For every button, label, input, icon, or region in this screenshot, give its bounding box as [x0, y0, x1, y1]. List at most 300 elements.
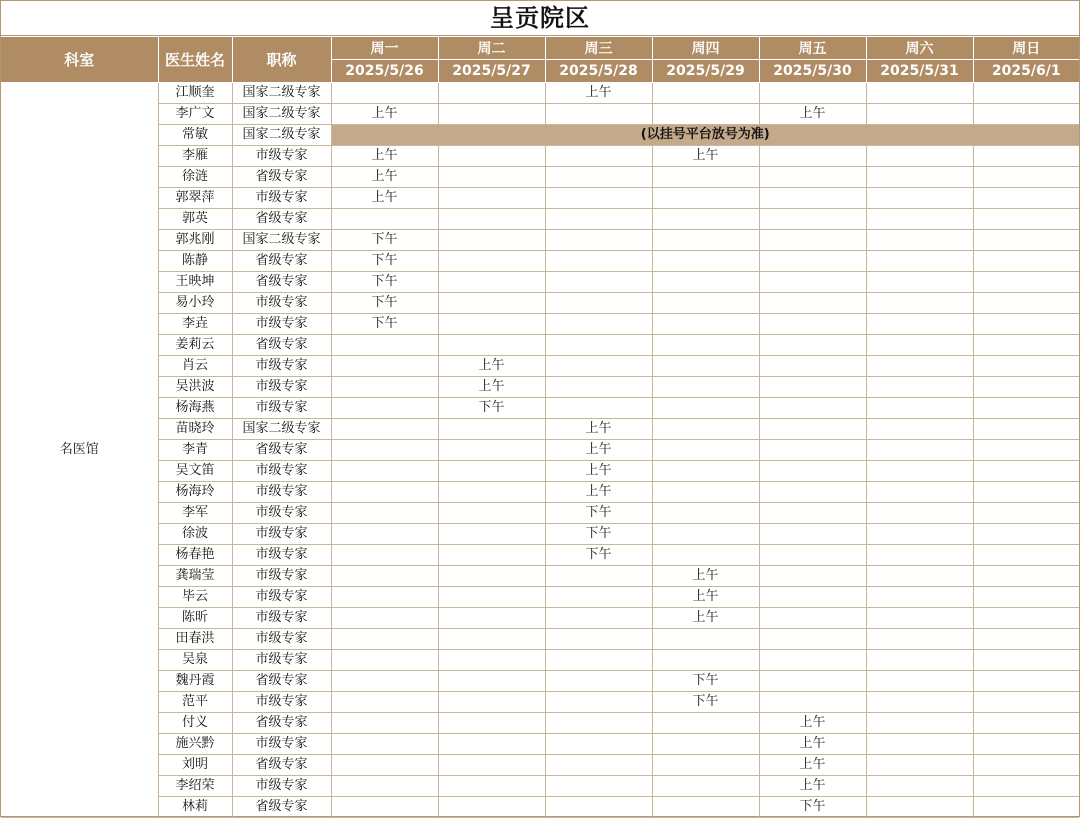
- schedule-cell: [759, 524, 866, 545]
- table-row: [1, 83, 1079, 104]
- schedule-cell: [973, 293, 1079, 314]
- doctor-name-cell: 易小玲: [158, 293, 232, 314]
- schedule-cell: [866, 524, 973, 545]
- schedule-cell: [438, 776, 545, 797]
- schedule-cell: [331, 209, 438, 230]
- schedule-cell: 上午: [331, 188, 438, 209]
- schedule-cell: [438, 230, 545, 251]
- table-row: [1, 755, 1079, 776]
- schedule-cell: 上午: [759, 734, 866, 755]
- schedule-cell: [545, 104, 652, 125]
- doctor-rank-cell: 省级专家: [232, 755, 331, 776]
- schedule-cell: [652, 167, 759, 188]
- schedule-cell: [331, 545, 438, 566]
- doctor-name-cell: 郭翠萍: [158, 188, 232, 209]
- doctor-name-cell: 毕云: [158, 587, 232, 608]
- doctor-name-cell: 李军: [158, 503, 232, 524]
- table-row: [1, 566, 1079, 587]
- doctor-rank-cell: 市级专家: [232, 587, 331, 608]
- schedule-cell: [866, 776, 973, 797]
- header-dept: 科室: [1, 37, 158, 83]
- doctor-name-cell: 魏丹霞: [158, 671, 232, 692]
- schedule-cell: [866, 272, 973, 293]
- schedule-cell: [331, 776, 438, 797]
- doctor-name-cell: 徐波: [158, 524, 232, 545]
- schedule-cell: [438, 608, 545, 629]
- schedule-cell: 下午: [545, 545, 652, 566]
- schedule-cell: 上午: [438, 356, 545, 377]
- schedule-cell: [866, 104, 973, 125]
- schedule-cell: [438, 419, 545, 440]
- header-weekday: 周二: [438, 37, 545, 60]
- schedule-cell: [652, 797, 759, 818]
- schedule-cell: [652, 83, 759, 104]
- schedule-cell: [866, 608, 973, 629]
- schedule-cell: [652, 440, 759, 461]
- table-row: [1, 482, 1079, 503]
- schedule-cell: [438, 167, 545, 188]
- schedule-cell: [973, 587, 1079, 608]
- schedule-cell: [759, 503, 866, 524]
- doctor-rank-cell: 市级专家: [232, 356, 331, 377]
- schedule-cell: [652, 650, 759, 671]
- schedule-cell: [973, 377, 1079, 398]
- schedule-cell: [973, 713, 1079, 734]
- schedule-cell: 下午: [331, 251, 438, 272]
- doctor-name-cell: 王映坤: [158, 272, 232, 293]
- schedule-cell: [866, 167, 973, 188]
- schedule-cell: [759, 272, 866, 293]
- schedule-cell: [866, 692, 973, 713]
- doctor-rank-cell: 省级专家: [232, 251, 331, 272]
- schedule-cell: [652, 104, 759, 125]
- schedule-cell: [652, 776, 759, 797]
- doctor-name-cell: 陈静: [158, 251, 232, 272]
- schedule-cell: 上午: [652, 608, 759, 629]
- doctor-name-cell: 吴泉: [158, 650, 232, 671]
- schedule-cell: [866, 629, 973, 650]
- schedule-cell: 下午: [652, 671, 759, 692]
- schedule-cell: [866, 482, 973, 503]
- schedule-cell: [652, 230, 759, 251]
- schedule-cell: [973, 566, 1079, 587]
- schedule-cell: [866, 587, 973, 608]
- schedule-cell: [652, 209, 759, 230]
- schedule-cell: [759, 650, 866, 671]
- schedule-cell: [652, 524, 759, 545]
- schedule-cell: [759, 692, 866, 713]
- schedule-cell: [438, 734, 545, 755]
- schedule-cell: [331, 398, 438, 419]
- schedule-cell: [545, 671, 652, 692]
- schedule-cell: [652, 398, 759, 419]
- doctor-rank-cell: 省级专家: [232, 671, 331, 692]
- header-weekday: 周日: [973, 37, 1079, 60]
- schedule-cell: 下午: [331, 293, 438, 314]
- schedule-cell: [545, 734, 652, 755]
- doctor-name-cell: 龚瑞莹: [158, 566, 232, 587]
- schedule-cell: [866, 398, 973, 419]
- schedule-cell: 下午: [652, 692, 759, 713]
- schedule-cell: [866, 230, 973, 251]
- schedule-cell: 下午: [759, 797, 866, 818]
- schedule-cell: [545, 314, 652, 335]
- schedule-cell: [438, 566, 545, 587]
- schedule-cell: [652, 377, 759, 398]
- schedule-cell: [866, 545, 973, 566]
- schedule-cell: [438, 314, 545, 335]
- table-row: [1, 503, 1079, 524]
- doctor-name-cell: 林莉: [158, 797, 232, 818]
- table-row: [1, 797, 1079, 818]
- doctor-rank-cell: 市级专家: [232, 188, 331, 209]
- schedule-cell: 上午: [652, 566, 759, 587]
- header-date: 2025/5/28: [545, 60, 652, 83]
- schedule-cell: 上午: [652, 146, 759, 167]
- schedule-cell: [545, 335, 652, 356]
- doctor-rank-cell: 省级专家: [232, 272, 331, 293]
- schedule-cell: [866, 797, 973, 818]
- schedule-cell: [759, 545, 866, 566]
- schedule-cell: 上午: [759, 104, 866, 125]
- schedule-cell: [973, 524, 1079, 545]
- doctor-rank-cell: 市级专家: [232, 650, 331, 671]
- schedule-cell: [331, 608, 438, 629]
- schedule-cell: [545, 146, 652, 167]
- schedule-cell: 上午: [331, 167, 438, 188]
- schedule-cell: 下午: [331, 230, 438, 251]
- schedule-cell: [759, 146, 866, 167]
- schedule-cell: [866, 377, 973, 398]
- schedule-cell: [759, 293, 866, 314]
- schedule-cell: [759, 314, 866, 335]
- schedule-cell: [973, 776, 1079, 797]
- doctor-rank-cell: 省级专家: [232, 713, 331, 734]
- schedule-cell: [866, 461, 973, 482]
- schedule-cell: [438, 755, 545, 776]
- schedule-cell: [438, 545, 545, 566]
- schedule-cell: [438, 587, 545, 608]
- schedule-cell: [759, 377, 866, 398]
- schedule-cell: 上午: [545, 440, 652, 461]
- doctor-name-cell: 郭英: [158, 209, 232, 230]
- schedule-cell: [331, 83, 438, 104]
- doctor-rank-cell: 市级专家: [232, 524, 331, 545]
- table-row: [1, 629, 1079, 650]
- schedule-cell: [331, 503, 438, 524]
- schedule-cell: [331, 629, 438, 650]
- table-row: [1, 734, 1079, 755]
- schedule-cell: [759, 419, 866, 440]
- schedule-cell: [973, 314, 1079, 335]
- schedule-cell: 上午: [759, 755, 866, 776]
- schedule-cell: [759, 440, 866, 461]
- schedule-cell: [973, 503, 1079, 524]
- schedule-cell: [973, 545, 1079, 566]
- doctor-rank-cell: 国家二级专家: [232, 125, 331, 146]
- schedule-cell: [973, 398, 1079, 419]
- schedule-cell: [545, 566, 652, 587]
- schedule-cell: [759, 608, 866, 629]
- doctor-name-cell: 付义: [158, 713, 232, 734]
- schedule-cell: [973, 230, 1079, 251]
- doctor-rank-cell: 省级专家: [232, 167, 331, 188]
- doctor-name-cell: 李垚: [158, 314, 232, 335]
- schedule-cell: [545, 776, 652, 797]
- schedule-cell: [866, 146, 973, 167]
- doctor-name-cell: 肖云: [158, 356, 232, 377]
- doctor-name-cell: 吴洪波: [158, 377, 232, 398]
- schedule-cell: [973, 650, 1079, 671]
- doctor-name-cell: 李雁: [158, 146, 232, 167]
- schedule-cell: [973, 188, 1079, 209]
- schedule-cell: [545, 272, 652, 293]
- schedule-cell: [438, 188, 545, 209]
- doctor-rank-cell: 市级专家: [232, 314, 331, 335]
- schedule-cell: [545, 629, 652, 650]
- schedule-cell: [973, 671, 1079, 692]
- doctor-name-cell: 李青: [158, 440, 232, 461]
- doctor-rank-cell: 省级专家: [232, 797, 331, 818]
- schedule-cell: [652, 734, 759, 755]
- schedule-cell: [545, 398, 652, 419]
- schedule-cell: [973, 440, 1079, 461]
- schedule-cell: [545, 377, 652, 398]
- header-date: 2025/5/30: [759, 60, 866, 83]
- doctor-name-cell: 李广文: [158, 104, 232, 125]
- doctor-rank-cell: 市级专家: [232, 692, 331, 713]
- schedule-cell: [759, 209, 866, 230]
- table-row: [1, 230, 1079, 251]
- table-row: [1, 188, 1079, 209]
- schedule-cell: [759, 83, 866, 104]
- doctor-rank-cell: 市级专家: [232, 608, 331, 629]
- doctor-name-cell: 刘明: [158, 755, 232, 776]
- schedule-cell: [652, 188, 759, 209]
- table-row: [1, 650, 1079, 671]
- schedule-cell: [866, 188, 973, 209]
- doctor-name-cell: 姜莉云: [158, 335, 232, 356]
- doctor-name-cell: 江顺奎: [158, 83, 232, 104]
- doctor-rank-cell: 市级专家: [232, 776, 331, 797]
- schedule-cell: [545, 293, 652, 314]
- schedule-cell: [973, 608, 1079, 629]
- schedule-cell: [866, 314, 973, 335]
- table-row: [1, 104, 1079, 125]
- table-row: [1, 356, 1079, 377]
- schedule-cell: [866, 734, 973, 755]
- table-row: [1, 209, 1079, 230]
- doctor-rank-cell: 国家二级专家: [232, 230, 331, 251]
- doctor-name-cell: 田春洪: [158, 629, 232, 650]
- schedule-cell: [759, 188, 866, 209]
- doctor-rank-cell: 国家二级专家: [232, 83, 331, 104]
- schedule-cell: [545, 797, 652, 818]
- schedule-cell: [438, 524, 545, 545]
- schedule-cell: [545, 230, 652, 251]
- header-weekday: 周四: [652, 37, 759, 60]
- schedule-cell: [438, 272, 545, 293]
- table-row: [1, 461, 1079, 482]
- schedule-cell: [331, 587, 438, 608]
- doctor-name-cell: 杨海玲: [158, 482, 232, 503]
- schedule-cell: 上午: [759, 713, 866, 734]
- schedule-cell: [759, 461, 866, 482]
- schedule-cell: [973, 461, 1079, 482]
- schedule-cell: [866, 251, 973, 272]
- schedule-cell: [545, 356, 652, 377]
- doctor-rank-cell: 市级专家: [232, 503, 331, 524]
- schedule-cell: [438, 650, 545, 671]
- schedule-cell: [973, 797, 1079, 818]
- table-row: [1, 776, 1079, 797]
- schedule-cell: 下午: [331, 314, 438, 335]
- schedule-cell: 上午: [759, 776, 866, 797]
- schedule-cell: [973, 482, 1079, 503]
- schedule-cell: [652, 293, 759, 314]
- schedule-cell: [866, 713, 973, 734]
- schedule-cell: [652, 482, 759, 503]
- schedule-cell: [545, 713, 652, 734]
- schedule-cell: [438, 83, 545, 104]
- schedule-cell: 下午: [438, 398, 545, 419]
- schedule-cell: [973, 272, 1079, 293]
- schedule-cell: [973, 83, 1079, 104]
- schedule-cell: [759, 566, 866, 587]
- schedule-cell: [438, 482, 545, 503]
- schedule-cell: [652, 251, 759, 272]
- schedule-cell: [331, 692, 438, 713]
- schedule-cell: [652, 503, 759, 524]
- schedule-cell: 上午: [545, 482, 652, 503]
- schedule-cell: [759, 251, 866, 272]
- schedule-cell: [438, 692, 545, 713]
- schedule-cell: [331, 335, 438, 356]
- table-row: [1, 167, 1079, 188]
- doctor-rank-cell: 国家二级专家: [232, 419, 331, 440]
- schedule-cell: [866, 440, 973, 461]
- schedule-cell: [973, 104, 1079, 125]
- schedule-note-cell: (以挂号平台放号为准): [331, 125, 1079, 146]
- schedule-cell: [652, 335, 759, 356]
- table-row: [1, 251, 1079, 272]
- header-name: 医生姓名: [158, 37, 232, 83]
- table-row: [1, 335, 1079, 356]
- table-row: [1, 419, 1079, 440]
- schedule-cell: [866, 566, 973, 587]
- schedule-cell: [759, 230, 866, 251]
- schedule-cell: [438, 461, 545, 482]
- schedule-cell: 上午: [545, 461, 652, 482]
- schedule-cell: [652, 713, 759, 734]
- schedule-cell: [545, 755, 652, 776]
- schedule-cell: [545, 650, 652, 671]
- table-row: [1, 524, 1079, 545]
- schedule-cell: [973, 734, 1079, 755]
- doctor-rank-cell: 市级专家: [232, 629, 331, 650]
- schedule-cell: 上午: [652, 587, 759, 608]
- schedule-cell: [652, 461, 759, 482]
- schedule-cell: [331, 440, 438, 461]
- schedule-cell: [545, 692, 652, 713]
- doctor-name-cell: 苗晓玲: [158, 419, 232, 440]
- table-row: [1, 272, 1079, 293]
- schedule-cell: [331, 671, 438, 692]
- schedule-cell: [652, 314, 759, 335]
- schedule-cell: [331, 524, 438, 545]
- doctor-name-cell: 陈昕: [158, 608, 232, 629]
- header-weekday: 周六: [866, 37, 973, 60]
- page-title: 呈贡院区: [1, 1, 1079, 36]
- schedule-cell: [866, 755, 973, 776]
- doctor-name-cell: 施兴黔: [158, 734, 232, 755]
- doctor-rank-cell: 市级专家: [232, 545, 331, 566]
- schedule-cell: [973, 356, 1079, 377]
- schedule-cell: [759, 629, 866, 650]
- department-cell: 名医馆: [1, 83, 158, 818]
- schedule-cell: [438, 629, 545, 650]
- schedule-cell: [438, 503, 545, 524]
- schedule-cell: [652, 545, 759, 566]
- schedule-cell: [652, 755, 759, 776]
- schedule-cell: [973, 209, 1079, 230]
- header-date: 2025/5/31: [866, 60, 973, 83]
- schedule-cell: [866, 209, 973, 230]
- schedule-cell: 上午: [545, 419, 652, 440]
- schedule-cell: [652, 356, 759, 377]
- schedule-cell: [973, 335, 1079, 356]
- doctor-rank-cell: 省级专家: [232, 440, 331, 461]
- schedule-cell: [866, 419, 973, 440]
- schedule-cell: 上午: [331, 146, 438, 167]
- doctor-rank-cell: 市级专家: [232, 398, 331, 419]
- schedule-cell: [759, 167, 866, 188]
- schedule-cell: [545, 587, 652, 608]
- schedule-cell: [331, 650, 438, 671]
- doctor-name-cell: 杨春艳: [158, 545, 232, 566]
- table-row: [1, 146, 1079, 167]
- schedule-cell: 下午: [545, 524, 652, 545]
- schedule-cell: 下午: [331, 272, 438, 293]
- schedule-cell: [866, 293, 973, 314]
- doctor-name-cell: 郭兆刚: [158, 230, 232, 251]
- schedule-cell: [866, 671, 973, 692]
- schedule-cell: [973, 251, 1079, 272]
- schedule-table: [1, 36, 1079, 818]
- table-row: [1, 692, 1079, 713]
- schedule-cell: [438, 335, 545, 356]
- header-weekday: 周三: [545, 37, 652, 60]
- schedule-cell: [759, 671, 866, 692]
- schedule-cell: [545, 251, 652, 272]
- doctor-name-cell: 吴文笛: [158, 461, 232, 482]
- schedule-cell: [438, 797, 545, 818]
- table-row: [1, 545, 1079, 566]
- doctor-rank-cell: 市级专家: [232, 146, 331, 167]
- schedule-cell: [331, 482, 438, 503]
- schedule-cell: [438, 251, 545, 272]
- schedule-cell: [973, 146, 1079, 167]
- schedule-cell: [652, 419, 759, 440]
- table-row: [1, 608, 1079, 629]
- doctor-rank-cell: 省级专家: [232, 335, 331, 356]
- header-date: 2025/5/26: [331, 60, 438, 83]
- header-rank: 职称: [232, 37, 331, 83]
- schedule-cell: [759, 482, 866, 503]
- schedule-cell: [438, 209, 545, 230]
- schedule-cell: [973, 167, 1079, 188]
- schedule-cell: 上午: [331, 104, 438, 125]
